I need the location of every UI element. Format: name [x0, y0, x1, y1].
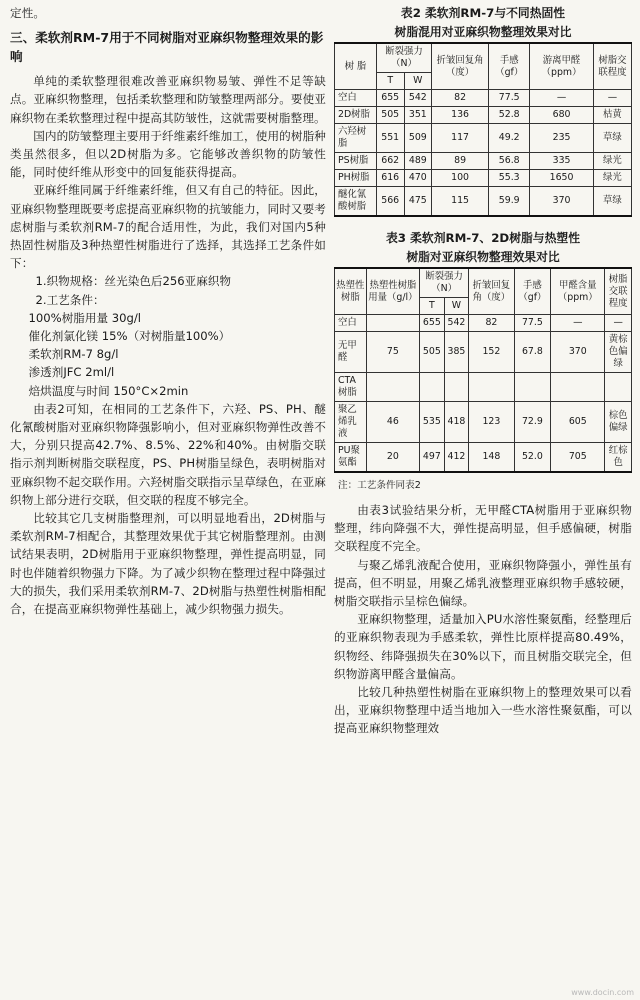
table-cell: 67.8	[514, 332, 551, 373]
table-cell: 655	[376, 90, 404, 107]
section-heading: 三、柔软剂RM-7用于不同树脂对亚麻织物整理效果的影响	[10, 30, 324, 65]
table3-header-w: W	[444, 298, 469, 315]
table-cell: 605	[551, 402, 605, 443]
table-cell: 509	[404, 124, 432, 153]
condition-item: 1.织物规格：丝光染色后256亚麻织物	[35, 274, 232, 289]
table-row	[335, 315, 632, 332]
table-cell: 566	[376, 187, 404, 217]
condition-item: 渗透剂JFC 2ml/l	[28, 365, 115, 380]
table-cell: 82	[432, 90, 489, 107]
row-label-cell: 空白	[335, 90, 377, 107]
table-cell: 草绿	[593, 187, 631, 217]
paragraph: 单纯的柔软整理很难改善亚麻织物易皱、弹性不足等缺点。亚麻织物整理，包括柔软整理和防皱整理两部分。要使亚麻织物在柔软整理过程中提高其防皱性，这就需要树脂整理。	[10, 74, 326, 125]
table-cell: 115	[432, 187, 489, 217]
table-cell	[605, 373, 632, 402]
table3-header-strength: 断裂强力（N）	[420, 268, 469, 298]
table-cell: 475	[404, 187, 432, 217]
table-row	[335, 187, 632, 217]
table-cell: 542	[404, 90, 432, 107]
table-cell: 56.8	[489, 153, 530, 170]
table3-header-hand: 手感（gf）	[514, 268, 551, 315]
table-cell: 72.9	[514, 402, 551, 443]
table2	[334, 42, 632, 217]
table-cell: 52.0	[514, 443, 551, 473]
table-cell: 655	[420, 315, 445, 332]
table-cell	[444, 373, 469, 402]
row-label-cell: PS树脂	[335, 153, 377, 170]
table-row	[335, 332, 632, 373]
watermark: www.docin.com	[571, 988, 634, 997]
table-cell: 黄棕色偏绿	[605, 332, 632, 373]
table-cell: 89	[432, 153, 489, 170]
table-cell: 412	[444, 443, 469, 473]
table-cell: —	[593, 90, 631, 107]
table-row	[335, 373, 632, 402]
table-row	[335, 153, 632, 170]
paragraph: 国内的防皱整理主要用于纤维素纤维加工，使用的树脂种类虽然很多，但以2D树脂为多。它能够改善织物的防皱性能，同时使纤维从形变中的回复能获得提高。	[10, 128, 326, 180]
condition-item: 焙烘温度与时间 150°C×2min	[28, 383, 189, 398]
table3-body	[335, 315, 632, 473]
table-cell: 红棕色	[605, 443, 632, 473]
table-cell: 662	[376, 153, 404, 170]
row-label-cell: 醚化氰酸树脂	[335, 187, 377, 217]
paragraph: 比较几种热塑性树脂在亚麻织物上的整理效果可以看出，亚麻织物整理中适当地加入一些水溶性聚氨酯，可以提高亚麻织物整理效	[334, 685, 632, 736]
right-column	[334, 4, 632, 738]
table-cell: 705	[551, 443, 605, 473]
table-cell: 1650	[530, 170, 593, 187]
table-row	[335, 170, 632, 187]
table-cell: 77.5	[489, 90, 530, 107]
table-cell: 616	[376, 170, 404, 187]
table-cell: 470	[404, 170, 432, 187]
table-cell: 152	[469, 332, 514, 373]
table2-header-resin: 树 脂	[335, 43, 377, 90]
table-cell: 117	[432, 124, 489, 153]
condition-item: 2.工艺条件：	[35, 292, 105, 307]
table2-header-t: T	[376, 73, 404, 90]
table-cell: 绿光	[593, 170, 631, 187]
row-label-cell: PH树脂	[335, 170, 377, 187]
table3-title-line2: 树脂对亚麻织物整理效果对比	[406, 250, 560, 264]
table-cell: 20	[366, 443, 419, 473]
table2-title-line1: 表2 柔软剂RM-7与不同热固性	[400, 6, 566, 20]
table-cell: 235	[530, 124, 593, 153]
table-row	[335, 90, 632, 107]
row-label-cell: 2D树脂	[335, 107, 377, 124]
table-cell	[366, 373, 419, 402]
table2-header-formaldehyde: 游离甲醛（ppm）	[530, 43, 593, 90]
table2-header-recovery: 折皱回复角（度）	[432, 43, 489, 90]
row-label-cell: 六羟树脂	[335, 124, 377, 153]
table-cell	[551, 373, 605, 402]
table-cell	[469, 373, 514, 402]
condition-item: 100%树脂用量 30g/l	[28, 310, 141, 325]
table-cell: 489	[404, 153, 432, 170]
table-cell: 82	[469, 315, 514, 332]
table-cell: 505	[420, 332, 445, 373]
table3-title-line1: 表3 柔软剂RM-7、2D树脂与热塑性	[385, 231, 580, 245]
table-cell: 棕色偏绿	[605, 402, 632, 443]
table2-header-strength: 断裂强力（N）	[376, 43, 431, 73]
paragraph: 由表3试验结果分析，无甲醛CTA树脂用于亚麻织物整理，纬向降强不大，弹性提高明显，但手感偏硬，树脂交联程度不完全。	[334, 503, 632, 554]
table-row	[335, 107, 632, 124]
paragraph: 亚麻织物整理，适量加入PU水溶性聚氨酯，经整理后的亚麻织物表现为手感柔软，弹性比原样提高80.49%，织物经、纬降强损失在30%以下，而且树脂交联完全，但织物游离甲醛含量偏高。	[334, 612, 632, 681]
table-cell: 49.2	[489, 124, 530, 153]
table-cell: 335	[530, 153, 593, 170]
left-column	[10, 4, 326, 618]
row-label-cell: 聚乙烯乳液	[335, 402, 367, 443]
table3-header-formaldehyde: 甲醛含量（ppm）	[551, 268, 605, 315]
table-cell: 59.9	[489, 187, 530, 217]
table-row	[335, 443, 632, 473]
table2-title-line2: 树脂混用对亚麻织物整理效果对比	[394, 25, 572, 39]
paragraph: 与聚乙烯乳液配合使用，亚麻织物降强小，弹性虽有提高，但不明显，用聚乙烯乳液整理亚麻织物手感较硬，树脂交联指示呈棕色偏绿。	[334, 557, 632, 609]
paragraph: 亚麻纤维同属于纤维素纤维，但又有自己的特征。因此，亚麻织物整理既要考虑提高亚麻织物的抗皱能力，同时又要考虑树脂与柔软剂RM-7的配合适用性，为此，我们对国内5种热固性树脂及3种热塑性树脂进行了选择，其选择工艺条件如下：	[10, 183, 326, 271]
table-row	[335, 124, 632, 153]
table2-body	[335, 90, 632, 217]
table2-header-hand: 手感（gf）	[489, 43, 530, 90]
condition-item: 催化剂氯化镁 15%（对树脂量100%）	[28, 329, 231, 344]
table-cell: 680	[530, 107, 593, 124]
table3-header-resin: 热塑性树脂	[335, 268, 367, 315]
table-cell: 385	[444, 332, 469, 373]
paragraph: 比较其它几支树脂整理剂，可以明显地看出，2D树脂与柔软剂RM-7相配合，其整理效果优于其它树脂整理剂。由测试结果表明，2D树脂用于亚麻织物整理，弹性提高明显，同时也伴随着织物强力下降。为了减少织物在整理过程中降强过大的损失，我们采用柔软剂RM-7、2D树脂与热塑性树脂相配合，在提高亚麻织物弹性基础上，减少织物强力损失。	[10, 511, 326, 617]
condition-list	[10, 272, 326, 399]
table-cell: —	[551, 315, 605, 332]
paragraph: 由表2可知，在相同的工艺条件下，六羟、PS、PH、醚化氰酸树脂对亚麻织物降强影响小，但对亚麻织物弹性改善不大，分别只提高42.7%、8.5%、22%和40%。由树脂交联指示剂判断树脂交联程度，PS、PH树脂呈绿色，表明树脂对亚麻织物不起交联作用。六羟树脂交联指示呈草绿色，在亚麻织物上部分进行交联，但交联的程度不够完全。	[10, 401, 326, 507]
table3-note: 注：工艺条件同表2	[338, 480, 421, 491]
row-label-cell: CTA树脂	[335, 373, 367, 402]
table3-header-t: T	[420, 298, 445, 315]
table-cell: 370	[530, 187, 593, 217]
table-cell	[514, 373, 551, 402]
table-cell: 551	[376, 124, 404, 153]
table-cell: 46	[366, 402, 419, 443]
table-cell: 370	[551, 332, 605, 373]
table3-header-crosslink: 树脂交联程度	[605, 268, 632, 315]
table3	[334, 267, 632, 473]
row-label-cell: 无甲醛	[335, 332, 367, 373]
table-cell: 497	[420, 443, 445, 473]
table-cell: 77.5	[514, 315, 551, 332]
table-cell: 100	[432, 170, 489, 187]
table-cell: 绿光	[593, 153, 631, 170]
table-cell: 52.8	[489, 107, 530, 124]
table-cell: 148	[469, 443, 514, 473]
table-cell: 351	[404, 107, 432, 124]
table-cell: 535	[420, 402, 445, 443]
table-cell: —	[530, 90, 593, 107]
table-cell: 136	[432, 107, 489, 124]
table-cell: 75	[366, 332, 419, 373]
table-cell: 123	[469, 402, 514, 443]
condition-item: 柔软剂RM-7 8g/l	[28, 347, 119, 362]
table-cell: —	[605, 315, 632, 332]
row-label-cell: 空白	[335, 315, 367, 332]
table3-header-amount: 热塑性树脂用量（g/l）	[366, 268, 419, 315]
table-cell: 草绿	[593, 124, 631, 153]
table-cell	[420, 373, 445, 402]
table-cell: 505	[376, 107, 404, 124]
table-cell: 418	[444, 402, 469, 443]
row-label-cell: PU聚氨酯	[335, 443, 367, 473]
table-cell	[366, 315, 419, 332]
table-cell: 55.3	[489, 170, 530, 187]
table3-header-recovery: 折皱回复角（度）	[469, 268, 514, 315]
table2-header-w: W	[404, 73, 432, 90]
table-cell: 枯黄	[593, 107, 631, 124]
paragraph-continuation: 定性。	[10, 6, 46, 20]
table-cell: 542	[444, 315, 469, 332]
table-row	[335, 402, 632, 443]
table2-header-crosslink: 树脂交联程度	[593, 43, 631, 90]
